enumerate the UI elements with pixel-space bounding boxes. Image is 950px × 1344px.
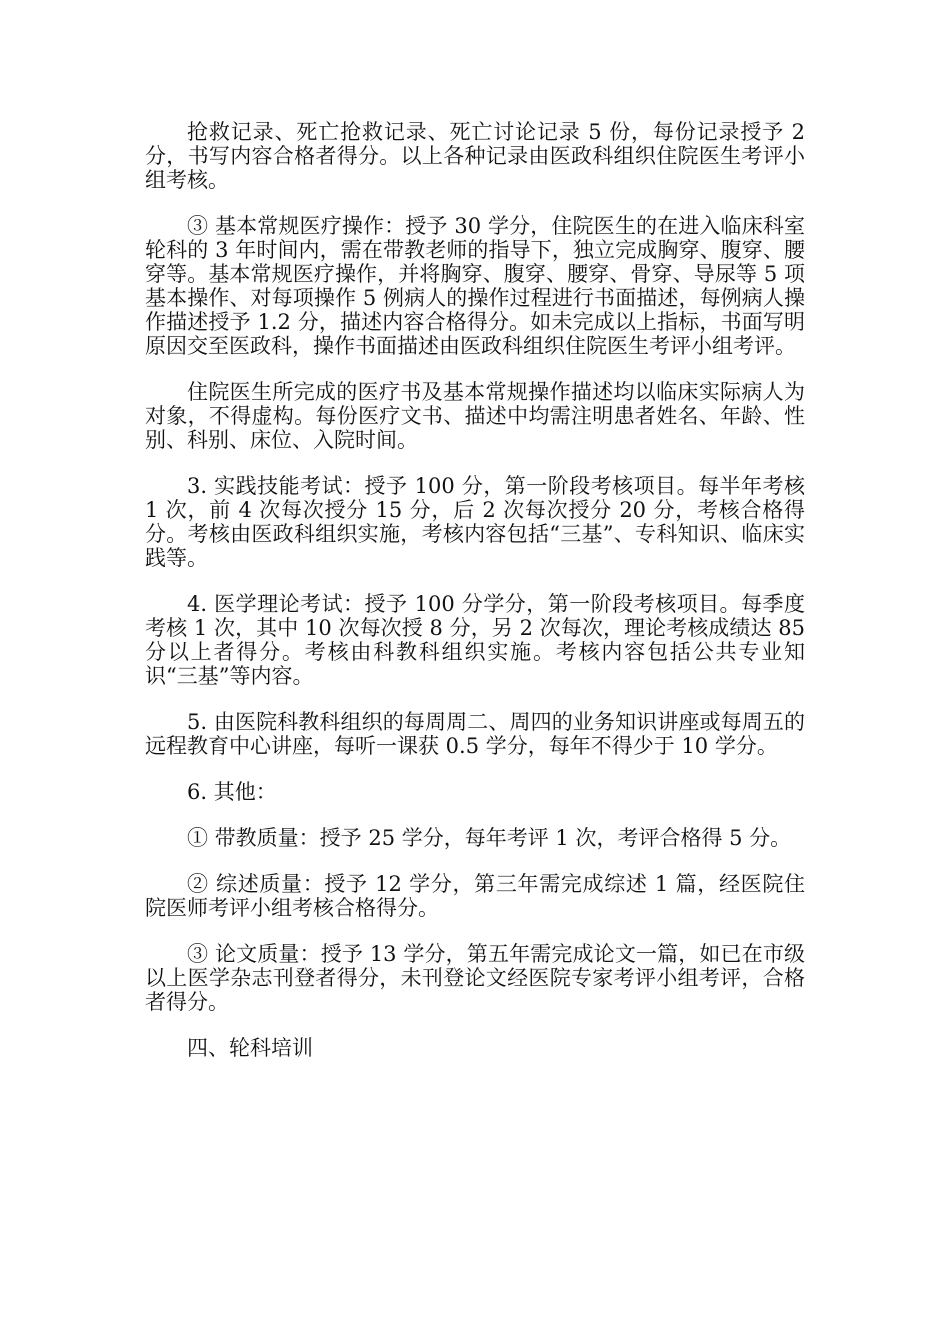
paragraph-basic-procedures: ③ 基本常规医疗操作：授予 30 学分，住院医生的在进入临床科室轮科的 3 年时间内，需在带教老师的指导下，独立完成胸穿、腹穿、腰穿等。基本常规医疗操作，并将胸穿、腹穿、腰穿、骨穿、导尿等 5 项基本操作、对每项操作 5 例病人的操作过程进行书面描述，每例病人操作描述授予 1.2 分，描述内容合格得分。如未完成以上指标，书面写明原因交至医政科，操作书面描述由医政科组织住院医生考评小组考评。 [145,214,805,358]
paragraph-lectures: 5. 由医院科教科组织的每周周二、周四的业务知识讲座或每周五的远程教育中心讲座，每听一课获 0.5 学分，每年不得少于 10 学分。 [145,710,805,758]
paragraph-review-quality: ② 综述质量：授予 12 学分，第三年需完成综述 1 篇，经医院住院医师考评小组考核合格得分。 [145,872,805,920]
section-heading-rotation-training: 四、轮科培训 [187,1036,313,1060]
paragraph-other-heading: 6. 其他： [187,780,277,804]
paragraph-teaching-quality: ① 带教质量：授予 25 学分，每年考评 1 次，考评合格得 5 分。 [187,826,792,850]
paragraph-real-patients: 住院医生所完成的医疗书及基本常规操作描述均以临床实际病人为对象，不得虚构。每份医疗文书、描述中均需注明患者姓名、年龄、性别、科别、床位、入院时间。 [145,380,805,452]
paragraph-records-scoring: 抢救记录、死亡抢救记录、死亡讨论记录 5 份，每份记录授予 2 分，书写内容合格者得分。以上各种记录由医政科组织住院医生考评小组考核。 [145,120,805,192]
paragraph-paper-quality: ③ 论文质量：授予 13 学分，第五年需完成论文一篇，如已在市级以上医学杂志刊登者得分，未刊登论文经医院专家考评小组考评，合格者得分。 [145,942,805,1014]
paragraph-theory-exam: 4. 医学理论考试：授予 100 分学分，第一阶段考核项目。每季度考核 1 次，其中 10 次每次授 8 分，另 2 次每次，理论考核成绩达 85 分以上者得分。考核由科教科组织实施。考核内容包括公共专业知识“三基”等内容。 [145,592,805,688]
document-body [145,120,805,1082]
paragraph-practical-exam: 3. 实践技能考试：授予 100 分，第一阶段考核项目。每半年考核 1 次，前 4 次每次授分 15 分，后 2 次每次授分 20 分，考核合格得分。考核由医政科组织实施，考核内容包括“三基”、专科知识、临床实践等。 [145,474,805,570]
